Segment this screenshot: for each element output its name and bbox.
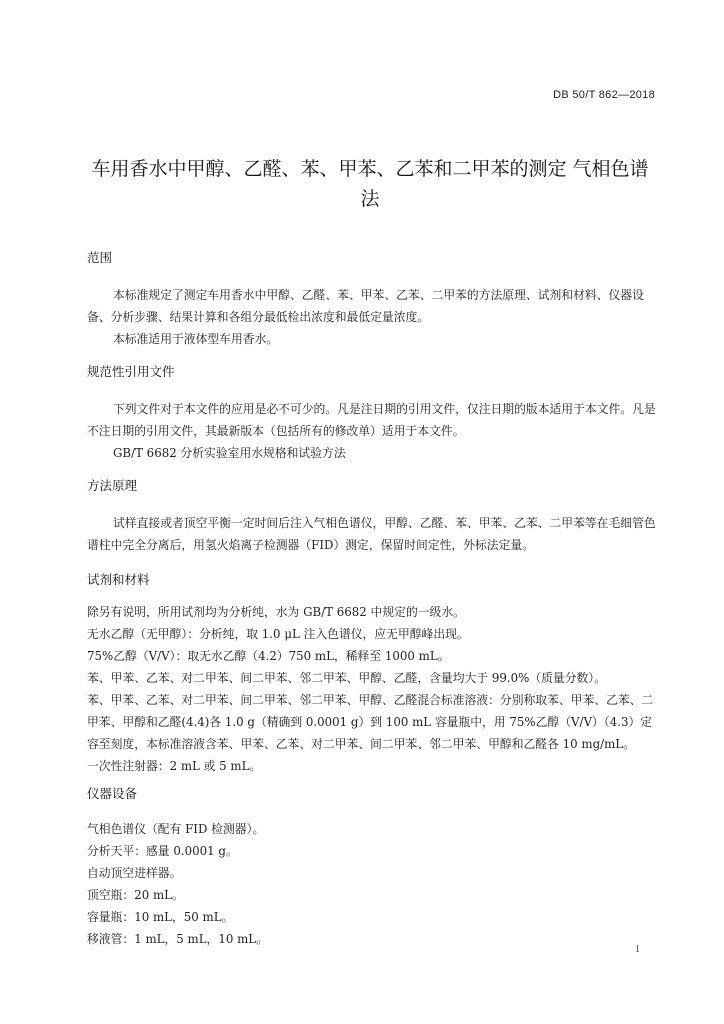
section-heading-reagents: 试剂和材料 [87, 572, 150, 587]
section-body-instruments [87, 818, 659, 950]
reagent-item: 75%乙醇（V/V）：取无水乙醇（4.2）750 mL，稀释至 1000 mL。 [87, 649, 450, 663]
instrument-item: 移液管：1 mL，5 mL，10 mL。 [87, 932, 268, 946]
paragraph: 本标准规定了测定车用香水中甲醇、乙醛、苯、甲苯、乙苯、二甲苯的方法原理、试剂和材料、仪器设备、分析步骤、结果计算和各组分最低检出浓度和最低定量浓度。 [87, 288, 644, 324]
paragraph: 本标准适用于液体型车用香水。 [113, 332, 279, 346]
reagent-item: 无水乙醇（无甲醇）：分析纯，取 1.0 μL 注入色谱仪，应无甲醇峰出现。 [87, 627, 469, 641]
section-body-reagents [87, 601, 659, 777]
reference-item: GB/T 6682 分析实验室用水规格和试验方法 [113, 446, 346, 460]
instrument-item: 容量瓶：10 mL，50 mL。 [87, 910, 234, 924]
section-heading-instruments: 仪器设备 [87, 786, 138, 801]
standard-number: DB 50/T 862—2018 [553, 89, 655, 101]
section-heading-scope: 范围 [87, 250, 113, 265]
instrument-item: 分析天平：感量 0.0001 g。 [87, 844, 238, 858]
instrument-item: 顶空瓶：20 mL。 [87, 888, 184, 902]
document-title [80, 154, 660, 214]
section-body-scope [87, 284, 659, 350]
page-number: 1 [635, 944, 640, 955]
section-heading-principle: 方法原理 [87, 478, 138, 493]
reagent-item: 苯、甲苯、乙苯、对二甲苯、间二甲苯、邻二甲苯、甲醇、乙醛，含量均大于 99.0%（质量分数）。 [87, 671, 607, 685]
title-line-1: 车用香水中甲醇、乙醛、苯、甲苯、乙苯和二甲苯的测定 气相色谱 [91, 158, 649, 180]
paragraph: 下列文件对于本文件的应用是必不可少的。凡是注日期的引用文件，仅注日期的版本适用于本文件。凡是不注日期的引用文件，其最新版本（包括所有的修改单）适用于本文件。 [87, 402, 656, 438]
section-body-principle [87, 512, 659, 556]
paragraph: 试样直接或者顶空平衡一定时间后注入气相色谱仪，甲醇、乙醛、苯、甲苯、乙苯、二甲苯等在毛细管色谱柱中完全分离后，用氢火焰离子检测器（FID）测定，保留时间定性，外标法定量。 [87, 516, 656, 552]
reagent-item: 除另有说明，所用试剂均为分析纯，水为 GB/T 6682 中规定的一级水。 [87, 605, 465, 619]
title-line-2: 法 [360, 188, 380, 210]
section-body-normative-references [87, 398, 659, 464]
reagent-item: 苯、甲苯、乙苯、对二甲苯、间二甲苯、邻二甲苯、甲醇、乙醛混合标准溶液：分别称取苯、甲苯、乙苯、二甲苯、甲醇和乙醛(4.4)各 1.0 g（精确到 0.0001 g）到 100 mL 容量瓶中，用 75%乙醇（V/V）（4.3）定容至刻度，本标准溶液含苯、甲苯、乙苯、对二甲苯、间二甲苯、邻二甲苯、甲醇和乙醛各 10 mg/mL。 [87, 693, 654, 751]
instrument-item: 气相色谱仪（配有 FID 检测器）。 [87, 822, 265, 836]
instrument-item: 自动顶空进样器。 [87, 866, 182, 880]
reagent-item: 一次性注射器：2 mL 或 5 mL。 [87, 759, 262, 773]
section-heading-normative-references: 规范性引用文件 [87, 364, 175, 379]
